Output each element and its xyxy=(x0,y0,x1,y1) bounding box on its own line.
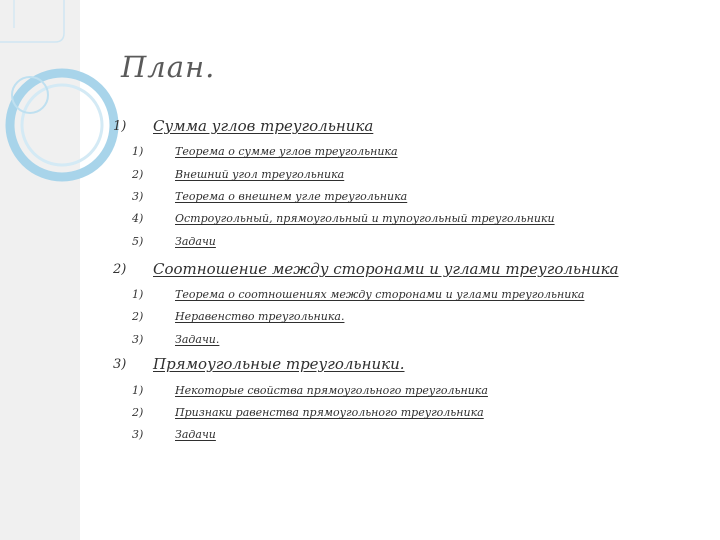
item-number: 1) xyxy=(132,384,144,397)
section-number: 1) xyxy=(113,119,127,134)
corner-line xyxy=(0,0,64,42)
item-number: 3) xyxy=(132,333,144,346)
item-number: 2) xyxy=(132,406,144,419)
item-number: 4) xyxy=(132,212,144,225)
list-item[interactable]: Теорема о внешнем угле треугольника xyxy=(175,190,408,203)
item-number: 5) xyxy=(132,235,144,248)
section-title: Прямоугольные треугольники. xyxy=(153,355,405,373)
list-item[interactable]: Теорема о соотношениях между сторонами и углами треугольника xyxy=(175,288,585,301)
section-title: Соотношение между сторонами и углами треугольника xyxy=(153,260,619,278)
list-item[interactable]: Внешний угол треугольника xyxy=(175,168,345,181)
item-number: 2) xyxy=(132,168,144,181)
ring-large xyxy=(10,73,114,177)
list-item[interactable]: Задачи xyxy=(175,428,216,441)
ring-inner xyxy=(22,85,102,165)
slide-title: План. xyxy=(121,50,216,84)
list-item[interactable]: Задачи xyxy=(175,235,216,248)
list-item[interactable]: Теорема о сумме углов треугольника xyxy=(175,145,398,158)
list-item[interactable]: Остроугольный, прямоугольный и тупоугольный треугольники xyxy=(175,212,555,225)
list-item[interactable]: Неравенство треугольника. xyxy=(175,310,345,323)
list-item[interactable]: Некоторые свойства прямоугольного треугольника xyxy=(175,384,488,397)
section-title: Сумма углов треугольника xyxy=(153,117,374,135)
decorative-rings xyxy=(0,0,140,200)
item-number: 1) xyxy=(132,145,144,158)
item-number: 1) xyxy=(132,288,144,301)
section-number: 2) xyxy=(113,262,127,277)
section-number: 3) xyxy=(113,357,127,372)
item-number: 3) xyxy=(132,428,144,441)
list-item[interactable]: Задачи. xyxy=(175,333,220,346)
list-item[interactable]: Признаки равенства прямоугольного треугольника xyxy=(175,406,484,419)
item-number: 3) xyxy=(132,190,144,203)
item-number: 2) xyxy=(132,310,144,323)
